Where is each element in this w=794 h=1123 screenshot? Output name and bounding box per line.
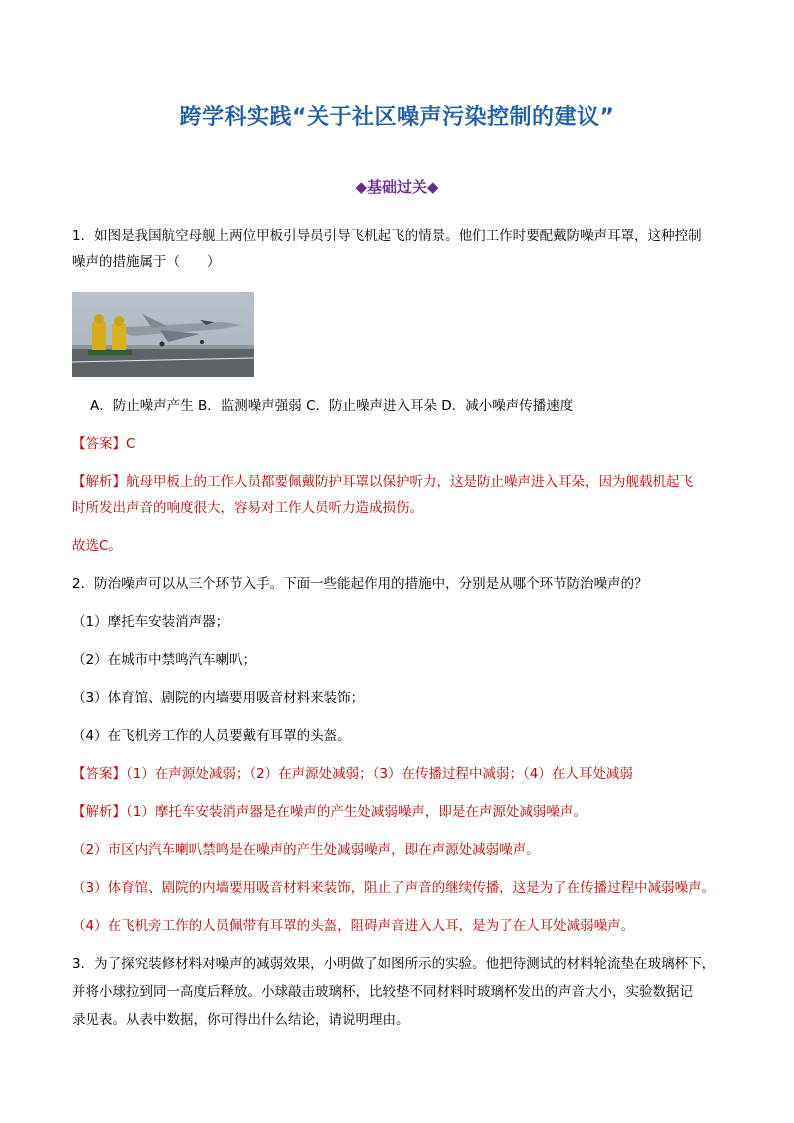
analysis-tag: 【解析】 <box>72 474 126 490</box>
aircraft-carrier-photo <box>72 292 254 377</box>
page-title: 跨学科实践“关于社区噪声污染控制的建议” <box>179 105 615 130</box>
analysis-tag: 【解析】 <box>72 804 126 820</box>
q2-stem: 2．防治噪声可以从三个环节入手。下面一些能起作用的措施中，分别是从哪个环节防治噪声的？ <box>72 576 648 592</box>
q2-analysis-text-1: （1）摩托车安装消声器是在噪声的产生处减弱噪声，即是在声源处减弱噪声。 <box>126 804 587 820</box>
q2-item-4: （4）在飞机旁工作的人员要戴有耳罩的头盔。 <box>72 728 351 744</box>
q2-answer-line <box>72 764 633 784</box>
q3-stem-line-2: 并将小球拉到同一高度后释放。小球敲击玻璃杯，比较垫不同材料时玻璃杯发出的声音大小，实验数据记 <box>72 984 693 1000</box>
q1-options: A．防止噪声产生 B．监测噪声强弱 C．防止噪声进入耳朵 D．减小噪声传播速度 <box>90 398 574 414</box>
q2-analysis-line-4: （4）在飞机旁工作的人员佩带有耳罩的头盔，阻碍声音进入人耳，是为了在人耳处减弱噪声。 <box>72 918 635 934</box>
q1-answer: C <box>126 436 136 452</box>
q1-answer-line <box>72 434 135 454</box>
q1-analysis-text-1: 航母甲板上的工作人员都要佩戴防护耳罩以保护听力，这是防止噪声进入耳朵，因为舰载机起飞 <box>126 474 693 490</box>
q2-analysis-line-2: （2）市区内汽车喇叭禁鸣是在噪声的产生处减弱噪声，即在声源处减弱噪声。 <box>72 842 540 858</box>
q2-analysis-line-1 <box>72 802 587 822</box>
q1-stem-line-2: 噪声的措施属于（ ） <box>72 254 221 270</box>
jet-on-deck-image <box>72 292 254 377</box>
q2-item-1: （1）摩托车安装消声器； <box>72 614 230 630</box>
q2-answer: （1）在声源处减弱；（2）在声源处减弱；（3）在传播过程中减弱；（4）在人耳处减弱 <box>126 766 633 782</box>
section-heading: ◆基础过关◆ <box>355 178 439 196</box>
q1-conclusion: 故选C。 <box>72 538 122 554</box>
answer-tag: 【答案】 <box>72 436 126 452</box>
q3-stem-line-3: 录见表。从表中数据，你可得出什么结论，请说明理由。 <box>72 1012 410 1028</box>
q1-analysis-line-2: 时所发出声音的响度很大，容易对工作人员听力造成损伤。 <box>72 500 423 516</box>
q1-stem-line-1: 1．如图是我国航空母舰上两位甲板引导员引导飞机起飞的情景。他们工作时要配戴防噪声耳罩，这种控制 <box>72 228 702 244</box>
q2-item-3: （3）体育馆、剧院的内墙要用吸音材料来装饰； <box>72 690 365 706</box>
q3-stem-line-1: 3．为了探究装修材料对噪声的减弱效果，小明做了如图所示的实验。他把待测试的材料轮流垫在玻璃杯下， <box>72 956 716 972</box>
q1-analysis-line-1 <box>72 472 693 492</box>
answer-tag: 【答案】 <box>72 766 126 782</box>
q2-analysis-line-3: （3）体育馆、剧院的内墙要用吸音材料来装饰，阻止了声音的继续传播，这是为了在传播过程中减弱噪声。 <box>72 880 716 896</box>
q2-item-2: （2）在城市中禁鸣汽车喇叭； <box>72 652 257 668</box>
